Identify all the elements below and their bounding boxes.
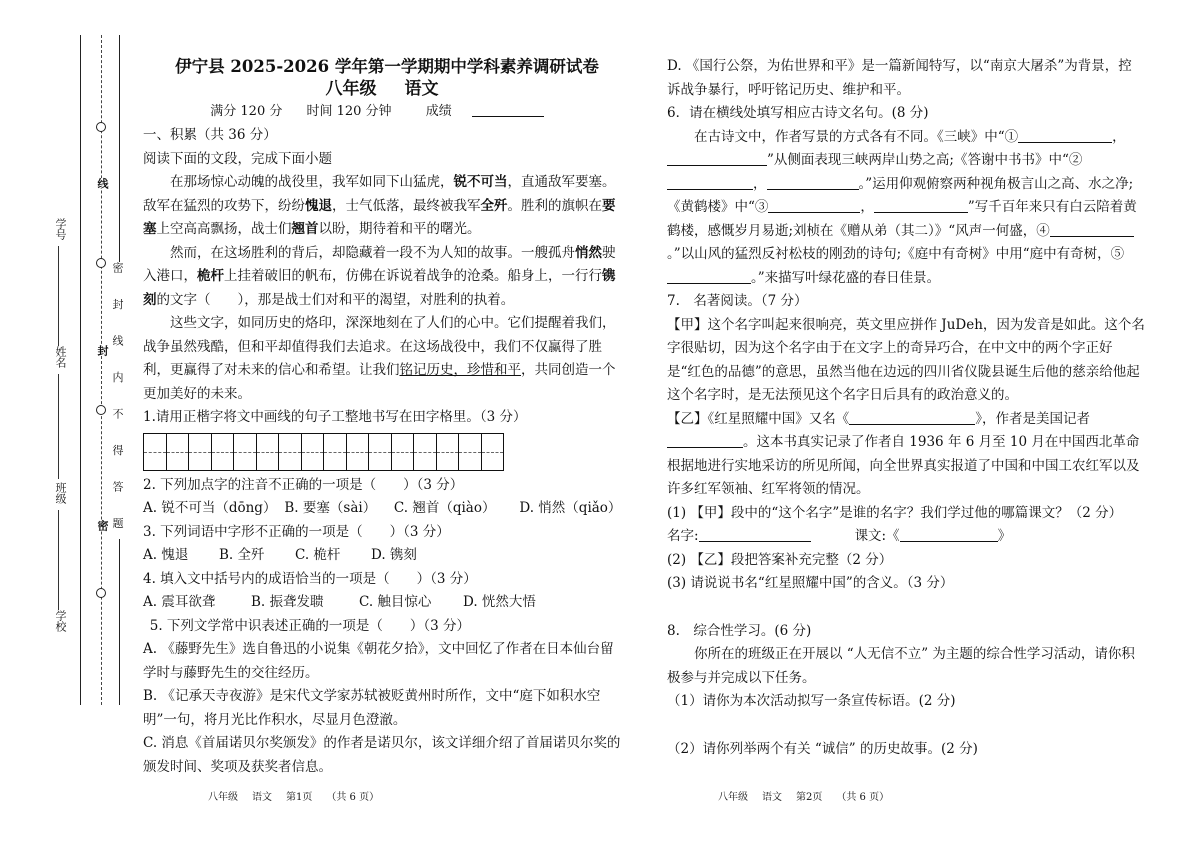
question-7-1: (1) 【甲】段中的“这个名字”是谁的名字？我们学过他的哪篇课文？（2 分） [667, 504, 1123, 521]
reading-instruction: 阅读下面的文段，完成下面小题 [143, 150, 332, 167]
exam-subtitle [143, 78, 621, 100]
question-5-option-b[interactable]: B. 《记承天寺夜游》是宋代文学家苏轼被贬黄州时所作，文中“庭下如积水空明”一句，将月光比作积水，尽显月色澄澈。 [143, 688, 601, 728]
passage-paragraph-1: 在那场惊心动魄的战役里，我军如同下山猛虎，锐不可当，直通敌军要塞。敌军在猛烈的攻势下，纷纷愧退，士气低落，最终被我军全歼。胜利的旗帜在要塞上空高高飘扬，战士们翘首以盼，期待着和平的曙光。 [143, 174, 616, 237]
option-a[interactable]: A. 愧退 [143, 547, 189, 563]
question-8-2: （2）请你列举两个有关 “诚信” 的历史故事。(2 分) [667, 740, 978, 757]
passage-paragraph-2: 然而，在这场胜利的背后，却隐藏着一段不为人知的故事。一艘孤舟悄然驶入港口，桅杆上挂着破旧的帆布，仿佛在诉说着战争的沧桑。船身上，一行行镌刻的文字（ ），那是战士们对和平的渴望，对胜利的执着。 [143, 244, 616, 308]
binding-hole [96, 258, 106, 268]
question-8-body: 你所在的班级正在开展以 “人无信不立” 为主题的综合性学习活动，请你积极参与并完成以下任务。 [667, 646, 1135, 686]
question-5-option-a[interactable]: A. 《藤野先生》选自鲁迅的小说集《朝花夕拾》，文中回忆了作者在日本仙台留学时与藤野先生的交往经历。 [143, 641, 614, 681]
section-1-heading: 一、积累（共 36 分） [143, 127, 277, 143]
option-b[interactable]: B. 全歼 [219, 547, 265, 563]
question-2: 2. 下列加点字的注音不正确的一项是（ ）（3 分） [143, 476, 464, 493]
full-score: 满分 120 分 [210, 104, 283, 119]
name-field[interactable] [58, 374, 59, 479]
option-b[interactable]: B. 振聋发聩 [251, 594, 324, 610]
option-b[interactable]: B. 要塞（sài） [284, 500, 377, 516]
page-footer-right: 八年级 语文 第2页 （共 6 页） [718, 792, 890, 803]
exam-title: 伊宁县 2025-2026 学年第一学期期中学科素养调研试卷 [175, 57, 599, 76]
writing-grid[interactable] [143, 433, 621, 471]
binding-hole [96, 588, 106, 598]
seal-char-line: 线 [96, 178, 109, 189]
subject-label: 语文 [404, 79, 439, 99]
option-a[interactable]: A. 锐不可当（dōng） [143, 500, 277, 516]
name-label: 姓名 [54, 346, 67, 368]
question-7-3: (3) 请说说书名“红星照耀中国”的含义。（3 分） [667, 575, 954, 591]
option-d[interactable]: D. 悄然（qiǎo） [519, 500, 622, 516]
class-field[interactable] [58, 510, 59, 610]
left-page [143, 55, 621, 779]
question-5-option-c[interactable]: C. 消息《首届诺贝尔奖颁发》的作者是诺贝尔，该文详细介绍了首届诺贝尔奖的颁发时间、奖项及获奖者信息。 [143, 735, 621, 775]
option-c[interactable]: C. 桅杆 [295, 547, 341, 563]
question-4-options [143, 591, 621, 615]
score-line [143, 100, 621, 124]
question-7-2: (2) 【乙】段把答案补充完整（2 分） [667, 551, 893, 568]
question-7: 7. 名著阅读。（7 分） [667, 293, 808, 309]
student-no-label: 学号 [54, 218, 67, 240]
question-4: 4. 填入文中括号内的成语恰当的一项是（ ）（3 分） [143, 570, 477, 587]
binding-hole [96, 405, 106, 415]
question-6: 6．请在横线处填写相应古诗文名句。(8 分) [667, 105, 929, 121]
option-d[interactable]: D. 恍然大悟 [463, 594, 536, 610]
question-7-1-answer[interactable]: 名字: 课文:《 》 [667, 528, 1012, 544]
question-2-options [143, 497, 621, 521]
binding-line-dashed [101, 35, 102, 705]
option-a[interactable]: A. 震耳欲聋 [143, 594, 216, 610]
page-footer-left: 八年级 语文 第1页 （共 6 页） [208, 792, 380, 803]
question-8: 8. 综合性学习。(6 分) [667, 622, 812, 639]
option-d[interactable]: D. 镌刻 [371, 547, 417, 563]
question-1: 1.请用正楷字将文中画线的句子工整地书写在田字格里。（3 分） [143, 409, 527, 425]
grade-label: 八年级 [325, 79, 377, 99]
option-c[interactable]: C. 翘首（qiào） [393, 500, 496, 516]
time-limit: 时间 120 分钟 [306, 104, 392, 119]
option-c[interactable]: C. 触目惊心 [359, 594, 432, 610]
question-8-1: （1）请你为本次活动拟写一条宣传标语。(2 分) [667, 693, 956, 709]
seal-char-seal: 封 [96, 345, 109, 356]
question-7-jia: 【甲】这个名字叫起来很响亮，英文里应拼作 JuDeh，因为发音是如此。这个名字很贴切，因为这个名字由于在文字上的奇异巧合，在中文中的两个字正好是“红色的品德”的意思，虽然当他在边远的四川省仪陇县诞生后他的慈亲给他起这个名字时，是无法预见这个名字日后具有的政治意义的。 [667, 316, 1145, 403]
question-5: 5. 下列文学常中识表述正确的一项是（ ）（3 分） [149, 617, 471, 634]
inner-warning: 密 封 线 内 不 得 答 题 [111, 262, 124, 540]
seal-char-secret: 密 [96, 520, 109, 531]
question-3-options [143, 544, 621, 568]
question-7-yi: 【乙】《红星照耀中国》又名《 》，作者是美国记者。这本书真实记录了作者自 1936 年 6 月至 10 月在中国西北革命根据地进行实地采访的所见所闻，向全世界真实报道了中国和中国工农红军以及许多红军领袖、红军将领的情况。 [667, 410, 1140, 497]
student-no-field[interactable] [58, 246, 59, 346]
question-6-body: 在古诗文中，作者写景的方式各有不同。《三峡》中“① ，”从侧面表现三峡两岸山势之高;《答谢中书书》中“②， 。”运用仰观俯察两种视角极言山之高、水之净;《黄鹤楼》中“③ ， ”写千百年来只有白云陪着黄鹤楼，感慨岁月易逝;刘桢在《赠从弟（其二）》“风声一何盛，④。”以山风的猛烈反衬松枝的刚劲的诗句;《庭中有奇树》中用“庭中有奇树，⑤。”来描写叶绿花盛的春日佳景。 [667, 128, 1137, 286]
class-label: 班级 [54, 482, 67, 504]
binding-line-outer [80, 35, 81, 705]
passage-paragraph-3: 这些文字，如同历史的烙印，深深地刻在了人们的心中。它们提醒着我们，战争虽然残酷，但和平却值得我们去追求。在这场战役中，我们不仅赢得了胜利，更赢得了对未来的信心和希望。让我们铭记历史，珍惜和平，共同创造一个更加美好的未来。 [143, 315, 616, 402]
binding-hole [96, 122, 106, 132]
score-field[interactable]: 成绩 [416, 104, 554, 119]
question-5-option-d[interactable]: D. 《国行公祭，为佑世界和平》是一篇新闻特写，以“南京大屠杀”为背景，控诉战争暴行，呼吁铭记历史、维护和平。 [667, 58, 1132, 98]
question-3: 3. 下列词语中字形不正确的一项是（ ）（3 分） [143, 523, 450, 540]
school-label: 学校 [54, 610, 67, 632]
right-page [667, 55, 1145, 761]
